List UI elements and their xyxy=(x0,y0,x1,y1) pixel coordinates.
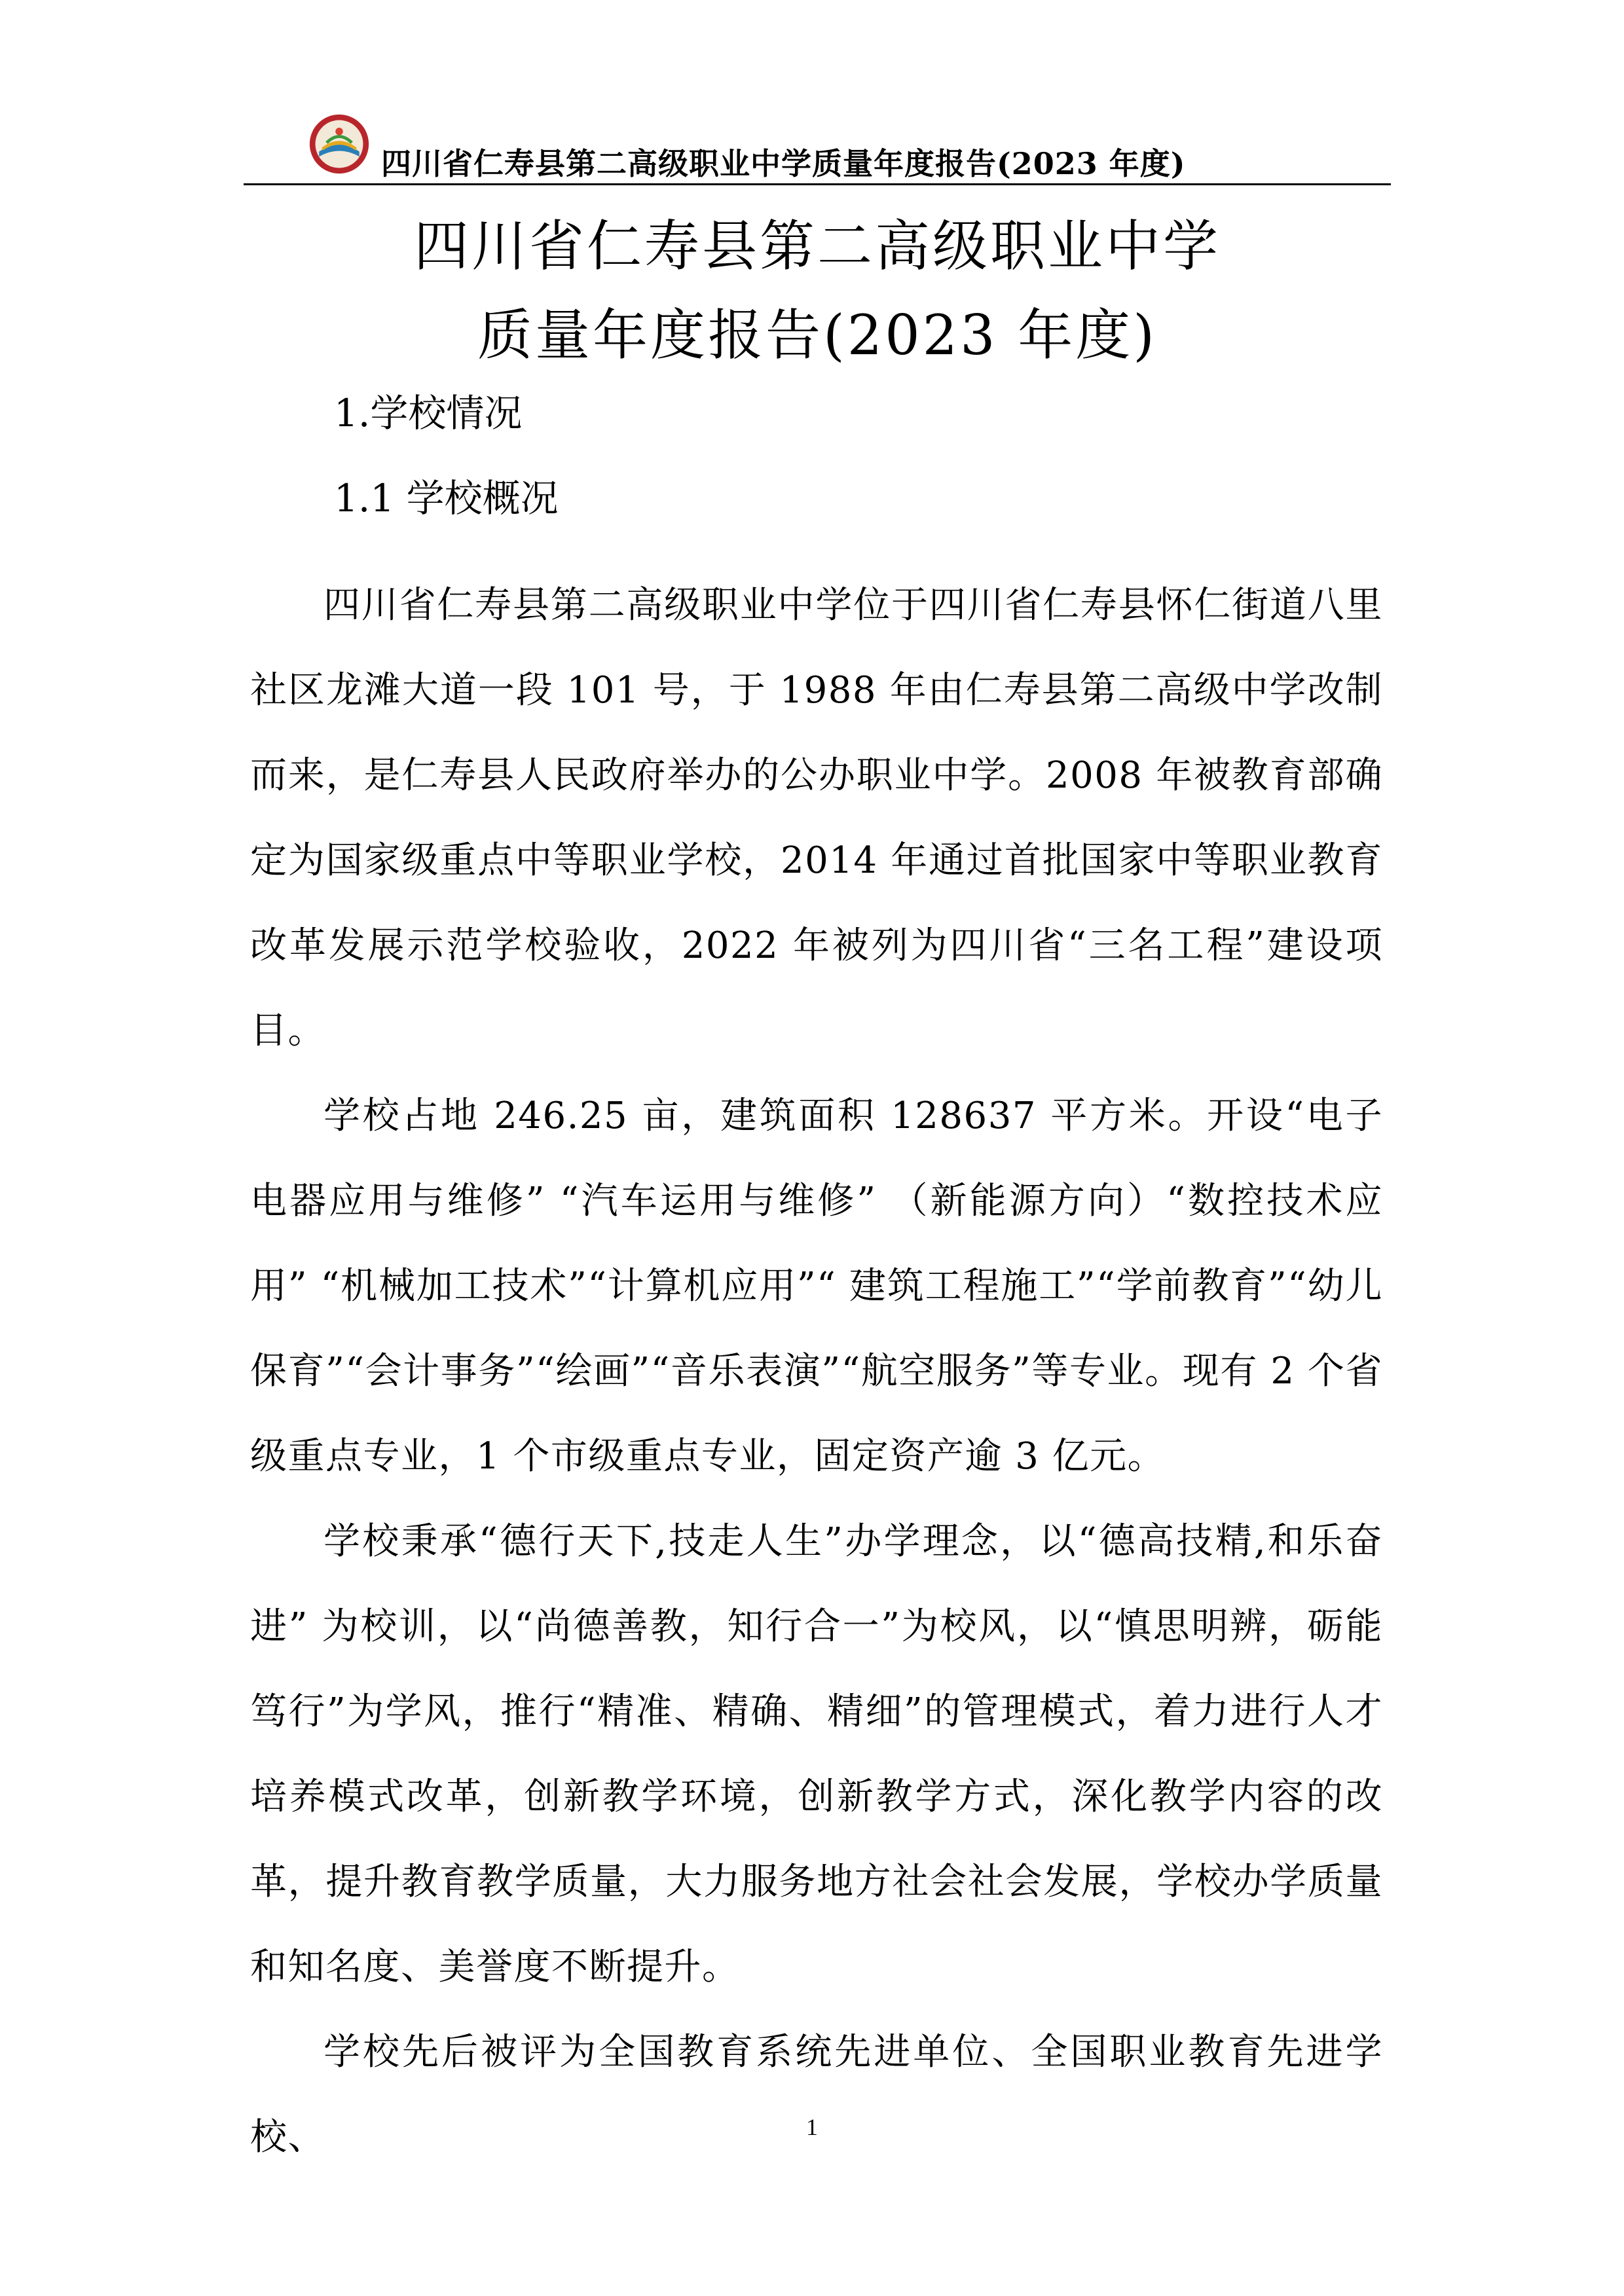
paragraph: 四川省仁寿县第二高级职业中学位于四川省仁寿县怀仁街道八里社区龙滩大道一段 101 号，于 1988 年由仁寿县第二高级中学改制而来，是仁寿县人民政府举办的公办职业中学。2008 年被教育部确定为国家级重点中等职业学校，2014 年通过首批国家中等职业教育改革发展示范学校验收，2022 年被列为四川省“三名工程”建设项目。 xyxy=(250,584,1383,1052)
paragraph: 学校先后被评为全国教育系统先进单位、全国职业教育先进学校、 xyxy=(250,2031,1383,2159)
section-heading: 1.学校情况 xyxy=(334,391,523,435)
subsection-heading: 1.1 学校概况 xyxy=(334,476,559,520)
page-header xyxy=(244,113,1391,183)
paragraph: 学校占地 246.25 亩，建筑面积 128637 平方米。开设“电子电器应用与维修” “汽车运用与维修” （新能源方向）“数控技术应用” “机械加工技术”“计算机应用”“ 建筑工程施工”“学前教育”“幼儿保育”“会计事务”“绘画”“音乐表演”“航空服务”等专业。现有 2 个省级重点专业，1 个市级重点专业，固定资产逾 3 亿元。 xyxy=(250,1095,1383,1478)
school-logo-icon xyxy=(308,113,371,175)
paragraph: 学校秉承“德行天下,技走人生”办学理念，以“德高技精,和乐奋进” 为校训，以“尚德善教，知行合一”为校风，以“慎思明辨，砺能笃行”为学风，推行“精准、精确、精细”的管理模式，着力进行人才培养模式改革，创新教学环境，创新教学方式，深化教学内容的改革，提升教育教学质量，大力服务地方社会社会发展，学校办学质量和知名度、美誉度不断提升。 xyxy=(250,1520,1383,1988)
report-title-line-2: 质量年度报告(2023 年度) xyxy=(477,303,1158,367)
running-header-title: 四川省仁寿县第二高级职业中学质量年度报告(2023 年度) xyxy=(381,146,1186,181)
page-number: 1 xyxy=(806,2114,818,2140)
body-text xyxy=(250,563,1383,2180)
header-divider xyxy=(244,183,1391,185)
report-title-line-1: 四川省仁寿县第二高级职业中学 xyxy=(413,214,1221,278)
